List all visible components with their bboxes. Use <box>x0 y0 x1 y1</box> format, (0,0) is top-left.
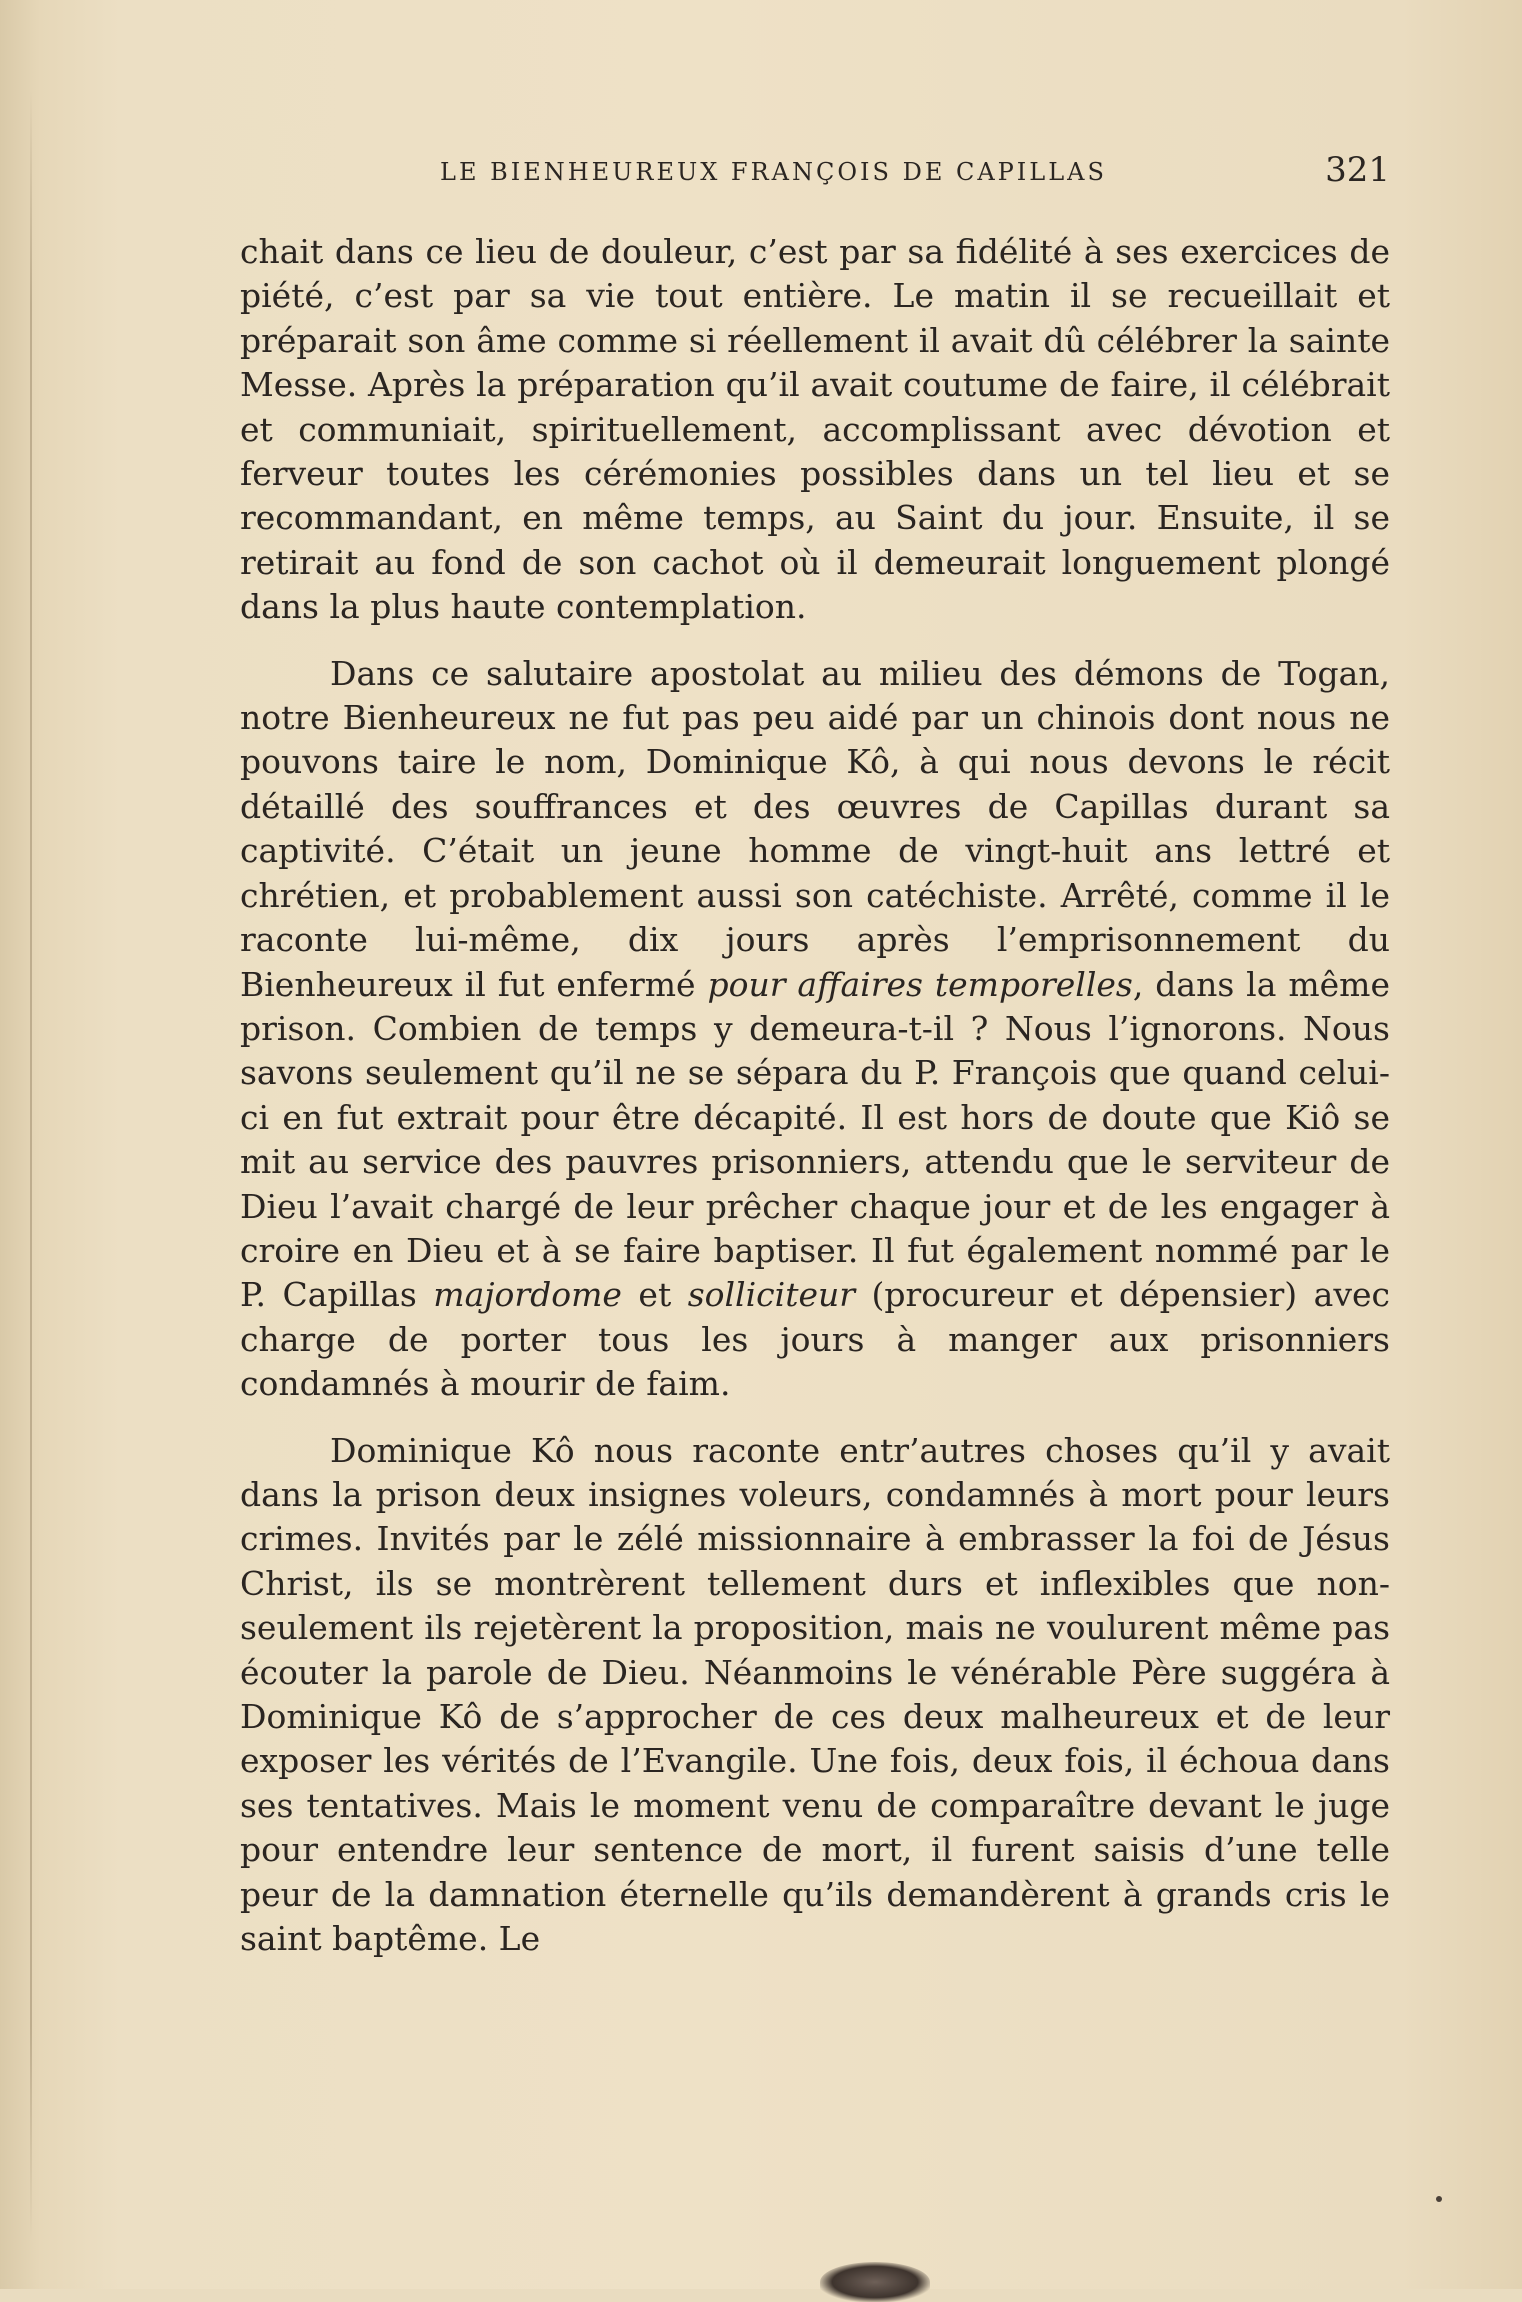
italic-word: majordome <box>433 1275 622 1315</box>
body-text <box>240 230 1390 1983</box>
paragraph-3 <box>240 1429 1390 1962</box>
paragraph-2 <box>240 652 1390 1407</box>
page-number: 321 <box>1325 150 1390 190</box>
paragraph-2-text-c: et <box>621 1275 688 1315</box>
paragraph-1 <box>240 230 1390 630</box>
paragraph-3-text: Dominique Kô nous raconte entr’autres choses qu’il y avait dans la prison deux insignes voleurs, condamnés à mort pour leurs crimes. Invités par le zélé missionnaire à embrasser la foi de Jésus Christ, ils se montrèrent tellement durs et inflexibles que non-seulement ils rejetèrent la proposition, mais ne voulurent même pas écouter la parole de Dieu. Néanmoins le vénérable Père suggéra à Dominique Kô de s’approcher de ces deux malheureux et de leur exposer les vérités de l’Evangile. Une fois, deux fois, il échoua dans ses tentatives. Mais le moment venu de comparaître devant le juge pour entendre leur sentence de mort, il furent saisis d’une telle peur de la damnation éternelle qu’ils demandèrent à grands cris le saint baptême. Le <box>240 1430 1390 1959</box>
binding-shadow <box>30 90 32 2240</box>
paragraph-2-text-b: , dans la même prison. Combien de temps y demeura-t-il ? Nous l’ignorons. Nous savons seulement qu’il ne se sépara du P. François que quand celui-ci en fut extrait pour être décapité. Il est hors de doute que Kiô se mit au service des pauvres prisonniers, attendu que le serviteur de Dieu l’avait chargé de leur prêcher chaque jour et de les engager à croire en Dieu et à se faire baptiser. Il fut également nommé par le P. Capillas <box>240 964 1390 1315</box>
italic-word: solliciteur <box>687 1275 856 1315</box>
paragraph-2-text-a: Dans ce salutaire apostolat au milieu des démons de Togan, notre Bienheureux ne fut pas peu aidé par un chinois dont nous ne pouvons taire le nom, Dominique Kô, à qui nous devons le récit détaillé des souffrances et des œuvres de Capillas durant sa captivité. C’était un jeune homme de vingt-huit ans lettré et chrétien, et probablement aussi son catéchiste. Arrêté, comme il le raconte lui-même, dix jours après l’emprisonnement du Bienheureux il fut enfermé <box>240 653 1390 1004</box>
ink-speck <box>1436 2196 1442 2202</box>
thumb-shadow <box>820 2262 930 2302</box>
running-head <box>230 150 1390 200</box>
italic-phrase: pour affaires temporelles <box>707 964 1133 1004</box>
paragraph-1-text: chait dans ce lieu de douleur, c’est par sa fidélité à ses exercices de piété, c’est par sa vie tout entière. Le matin il se recueillait et préparait son âme comme si réellement il avait dû célébrer la sainte Messe. Après la préparation qu’il avait coutume de faire, il célébrait et communiait, spirituellement, accomplissant avec dévotion et ferveur toutes les cérémonies possibles dans un tel lieu et se recommandant, en même temps, au Saint du jour. Ensuite, il se retirait au fond de son cachot où il demeurait longuement plongé dans la plus haute contemplation. <box>240 232 1390 627</box>
running-title: LE BIENHEUREUX FRANÇOIS DE CAPILLAS <box>440 158 1107 186</box>
paragraph-2-text-d: (procureur et dépensier) avec charge de porter tous les jours à manger aux prisonniers condamnés à mourir de faim. <box>240 1275 1390 1404</box>
